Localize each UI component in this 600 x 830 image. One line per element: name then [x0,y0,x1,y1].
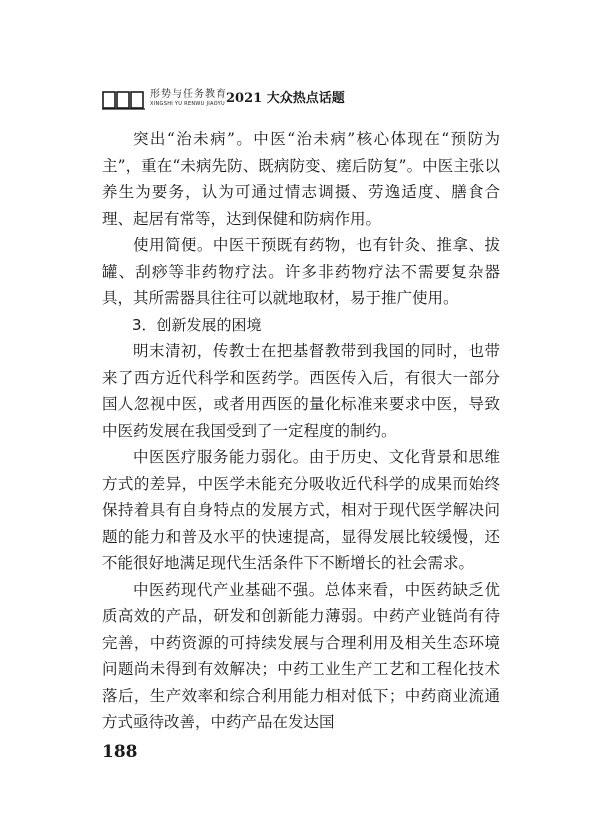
series-title: 2021 大众热点话题 [226,91,345,106]
running-header [102,88,502,114]
section-heading: 3．创新发展的困境 [132,315,262,334]
paragraph: 中医医疗服务能力弱化。由于历史、文化背景和思维方式的差异，中医学未能充分吸收近代科学的成果而始终保持着具有自身特点的发展方式，相对于现代医学解决问题的能力和普及水平的快速提高，显得发展比较缓慢，还不能很好地满足现代生活条件下不断增长的社会需求。 [102,448,500,572]
brand-pinyin: XINGSHI YU RENWU JIAOYU [150,101,225,107]
paragraph: 明末清初，传教士在把基督教带到我国的同时，也带来了西方近代科学和医药学。西医传入后，有很大一部分国人忽视中医，或者用西医的量化标准来要求中医，导致中医药发展在我国受到了一定程度的制约。 [102,342,500,440]
paragraph: 中医药现代产业基础不强。总体来看，中医药缺乏优质高效的产品，研发和创新能力薄弱。中药产业链尚有待完善，中药资源的可持续发展与合理利用及相关生态环境问题尚未得到有效解决；中药工业生产工艺和工程化技术落后，生产效率和综合利用能力相对低下；中药商业流通方式亟待改善，中药产品在发达国 [102,580,500,731]
body-text [102,126,500,736]
paragraph: 突出“治未病”。中医“治未病”核心体现在“预防为主”，重在“未病先防、既病防变、瘥后防复”。中医主张以养生为要务，认为可通过情志调摄、劳逸适度、膳食合理、起居有常等，达到保健和防病作用。 [102,130,500,228]
page-number: 188 [102,742,138,762]
brand-block [150,89,227,108]
brand-chinese: 形势与任务教育 [150,89,227,100]
paragraph: 使用简便。中医干预既有药物，也有针灸、推拿、拔罐、刮痧等非药物疗法。许多非药物疗法不需要复杂器具，其所需器具往往可以就地取材，易于推广使用。 [102,236,500,307]
book-logo-icon [102,90,146,110]
